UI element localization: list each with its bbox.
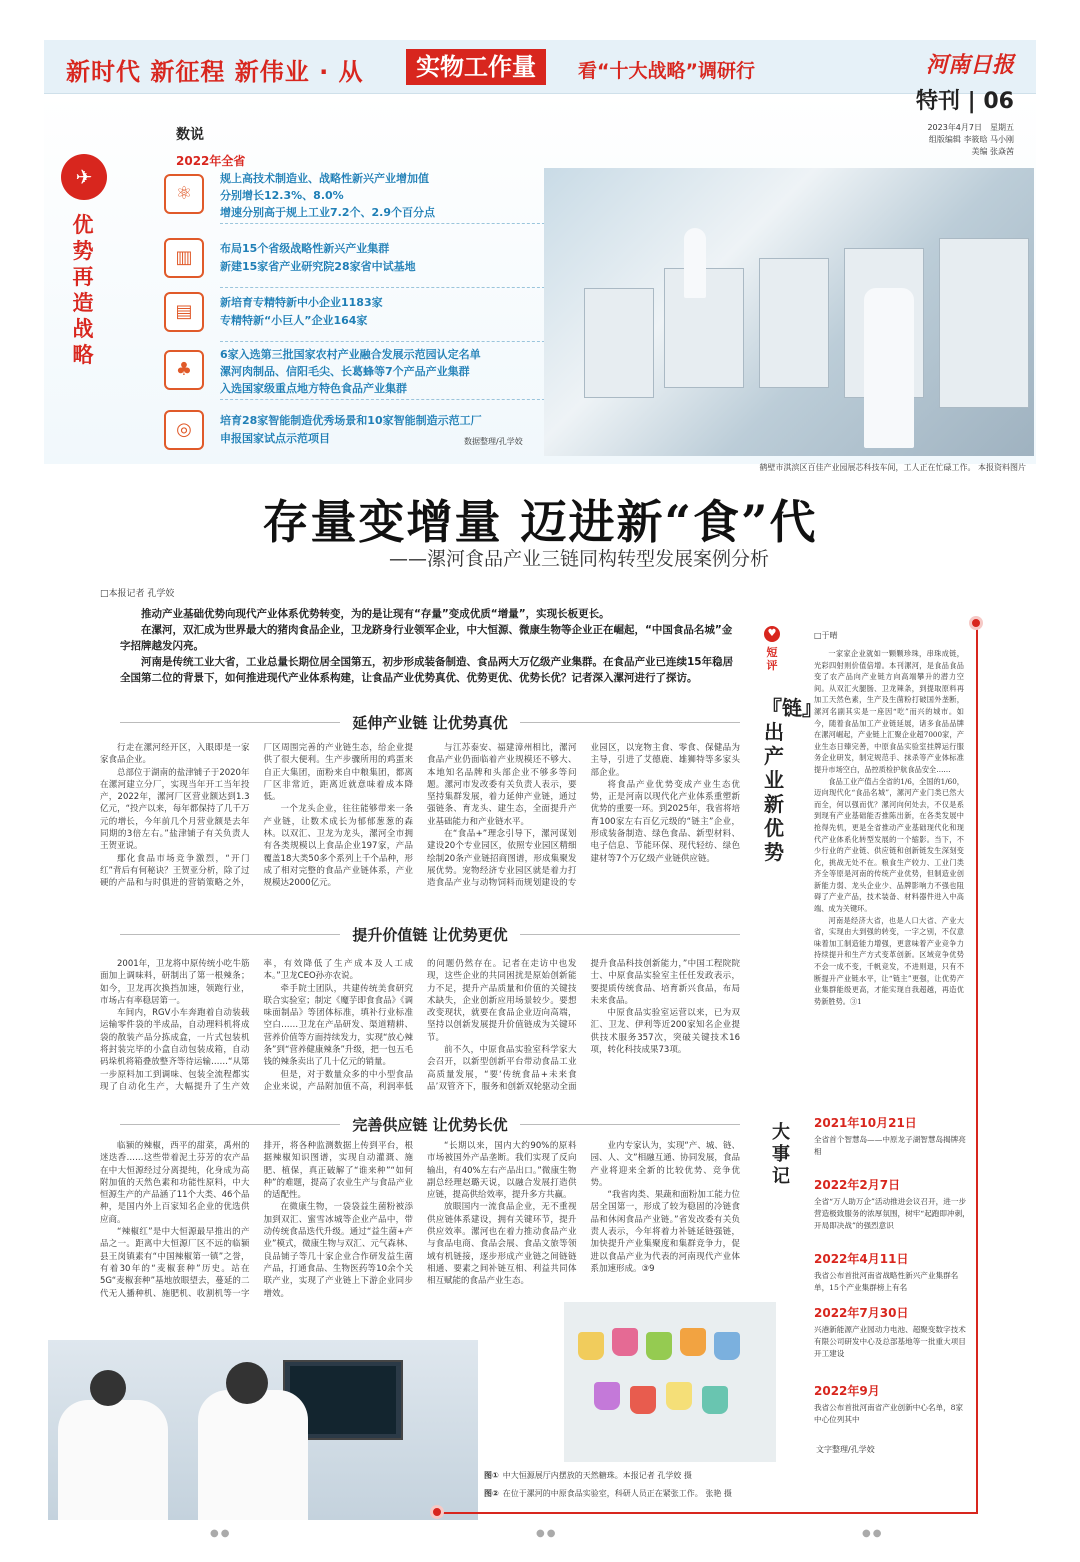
heart-icon: ♥: [764, 626, 780, 642]
paragraph: 食品工业产值占全省的1/6，全国的1/60，迈向现代化“食品名城”，漯河产业门类已然大而全，何以强而优？漯河向何处去，不仅是系到现有产业基础能否推陈出新，在各类发展中抢得先机，更是全省推动产业基础现代化和现代产业体系化转型发展的一个缩影。当下，不少行业的产业链、供应链和创新链发生深刻变化，挑战无处不在。粮食生产较力、工业门类齐全等原是河南的传统产业优势，但制造业创新能力弱、龙头企业少、品牌影响力不强也阻碍了产业产品，技术装备、材料器件进入中高端、成为关键环。: [814, 776, 964, 914]
factory-photo-caption: 鹤壁市淇滨区百佳产业园展芯科技车间，工人正在忙碌工作。 本报资料图片: [759, 463, 1026, 472]
banner-highlight: 实物工作量: [406, 49, 546, 85]
commentary-author: □于晴: [814, 631, 838, 640]
bird-emblem-icon: ✈: [61, 154, 107, 200]
page-dots: ●●: [210, 1528, 232, 1539]
paragraph: 车间内，RGV小车奔跑着自动装载运输零件袋的半成品，自动理料机将成袋的散装产品分拣成盒，一片式包装机将封装完毕的小盒自动包装成箱，自动码垛机将箱叠放整齐等待运输……“从第一步原料加工到调味、包装全流程都实现了自动化生产，大幅提升了生产效率，有效降低了生产成本及人工成本。”卫龙CEO孙亦农说。: [100, 959, 413, 1092]
candy-photo: [564, 1302, 776, 1462]
event-text: 兴港新能源产业园动力电池、超聚变数字技术有限公司研发中心及总部基地等一批重大项目开工建设: [814, 1325, 966, 1358]
stat-line: 培育28家智能制造优秀场景和10家智能制造示范工厂: [220, 414, 482, 427]
paragraph: 临颍的辣椒，西平的甜菜，禹州的迷迭香……这些带着泥土芬芳的农产品在中大恒源经过分离提纯，化身成为高附加值的天然色素和功能性原料，中大恒源生产的产品涵了11个大类、46个品种，是国内外上百家知名企业的优选供应商。: [100, 1141, 250, 1225]
stat-line: 漯河肉制品、信阳毛尖、长葛蜂等7个产品产业集群: [220, 365, 470, 378]
page-dots: ●●: [536, 1528, 558, 1539]
strategy-vertical-title: 优势再造战略: [72, 212, 94, 367]
commentary-badge: 短评: [766, 646, 778, 672]
newspaper-page: [44, 40, 1036, 1522]
event-text: 全省首个智慧岛——中原龙子湖智慧岛揭牌亮相: [814, 1135, 966, 1156]
paragraph: 放眼国内一流食品企业，无不重视供应链体系建设，拥有关键环节，提升供应效率。漯河也在着力推动食品产业与食品电商、食品会展、食品文旅等领域有机链接，逐步形成产业链之间链链相通、要素之间补链互相、利益共同体相互赋能的食品产业生态。: [427, 1202, 577, 1287]
caption-text: 在位于漯河的中原食品实验室，科研人员正在紧张工作。 张艳 摄: [502, 1489, 732, 1498]
main-headline: 存量变增量 迈进新“食”代: [262, 495, 818, 549]
section-title: 延伸产业链 让优势真优: [340, 714, 519, 732]
timeline-dot: [430, 1505, 444, 1519]
caption-number: 图②: [484, 1489, 499, 1498]
stat-item: [164, 168, 564, 220]
page-dots: ●●: [862, 1528, 884, 1539]
paragraph: 中原食品实验室运营以来，已为双汇、卫龙、伊利等近200家知名企业提供技术服务357次，突破关键技术16项，转化科技成果73项。: [590, 1008, 740, 1056]
target-icon: ◎: [164, 410, 204, 450]
paragraph: 业内专家认为，实现“产、城、链、园、人、文”相融互通、协同发展，食品产业将迎来全新的比较优势、竞争优势。: [590, 1141, 740, 1188]
stat-line: 新培育专精特新中小企业1183家: [220, 296, 383, 309]
stat-line: 6家入选第三批国家农村产业融合发展示范园认定名单: [220, 348, 481, 361]
paragraph: 总部位于湖南的盐津铺子于2020年在漯河建立分厂，实现当年开工当年投产，2022年，漯河厂区营业额达到1.3亿元，“投产以来，每年都保持了几千万元的增长，今年前几个月营业额是去年同期的3倍左右。”盐津铺子有关负责人王贺亚说。: [100, 767, 250, 852]
timeline-line: [976, 623, 978, 1513]
event-date: 2021年10月21日: [814, 1116, 917, 1130]
stat-item: [164, 232, 564, 284]
paragraph: “辣椒红”是中大恒源最早推出的产品之一。距离中大恒源厂区不远的临颍县王岗镇素有“中国辣椒第一镇”之誉，有着30年的“麦椒套种”历史。站在5G“麦椒套种”基地放眼望去，蔓延的二代无人播种机、施肥机、收割机等一字排开，将各种监测数据上传到平台，根据辣椒知识图谱，实现自动灌溉、施肥、植保，真正破解了“谁来种”“如何种”的难题，提高了农业生产与食品产业的适配性。: [100, 1141, 413, 1299]
event-text: 我省公布首批河南省战略性新兴产业集群名单，15个产业集群榜上有名: [814, 1271, 959, 1292]
event-date: 2022年7月30日: [814, 1306, 909, 1320]
section-title: 完善供应链 让优势长优: [340, 1116, 519, 1134]
paragraph: 一个龙头企业，往往能够带来一条产业链，让数术成长为郁郁葱葱的森林。以双汇、卫龙为龙头，漯河全市拥有各类规模以上食品企业197家，产品覆盖18大类50多个系列上千个品种，形成了相对完整的食品产业链体系，产业规模达2000亿元。: [263, 804, 413, 889]
events-title: 大事记: [772, 1122, 790, 1187]
lead-paragraph: 河南是传统工业大省，工业总量长期位居全国第五，初步形成装备制造、食品两大万亿级产业集群。在食品产业已连续15年稳居全国第二位的背景下，如何推进现代产业体系构建，让食品产业优势真优、优势更优、优势长优？记者深入漯河进行了探访。: [120, 656, 734, 684]
event-date: 2022年2月7日: [814, 1178, 901, 1192]
banner-slogan: 新时代 新征程 新伟业 · 从: [66, 58, 364, 86]
event-date: 2022年4月11日: [814, 1252, 909, 1266]
stat-line: 新建15家省产业研究院28家省中试基地: [220, 260, 416, 273]
stat-item: [164, 344, 564, 396]
events-credit: 文字整理/孔学姣: [816, 1445, 875, 1454]
chart-icon: ▥: [164, 238, 204, 278]
byline: □本报记者 孔学姣: [100, 589, 175, 599]
paragraph: “我省肉类、果蔬和面粉加工能力位居全国第一，形成了较为稳固的冷链食品和休闲食品产业链。”省发改委有关负责人表示，今年将着力补链延链强链，加快提升产业集聚度和集群竞争力，促进以食品产业为代表的河南现代产业体系加速形成。③9: [590, 1190, 740, 1274]
lead-paragraph: 推动产业基础优势向现代产业体系优势转变，为的是让现有“存量”变成优质“增量”，实现长板更长。: [141, 608, 610, 620]
paragraph: 牵手院士团队，共建传统美食研究联合实验室；制定《魔芋即食食品》《调味面制品》等团体标准，填补行业标准空白……卫龙在产品研发、渠道精耕、营养价值等方面持续发力，实现“放心辣条”到“营养健康辣条”升级，把一包五毛钱的辣条卖出了几十亿元的销量。: [263, 983, 413, 1068]
page-banner: [44, 40, 1036, 94]
section-body: [100, 742, 740, 910]
paragraph: 但是，对于数量众多的中小型食品企业来说，产品附加值不高，利润率低的问题仍然存在。记者在走访中也发现，这些企业的共同困扰是原始创新能力不足，提升产品质量和价值的关键技术缺失，企业创新应用场景较少。要想改变现状，就要在食品企业迈向高端，坚持以创新发展提升价值链成为关键环节。: [263, 959, 577, 1092]
stat-item: [164, 404, 564, 456]
lab-photo: [48, 1340, 478, 1520]
stat-line: 申报国家试点示范项目: [220, 432, 330, 445]
building-icon: ▤: [164, 292, 204, 332]
event-item: [814, 1304, 970, 1360]
stat-item: [164, 286, 564, 338]
event-text: 全省“万人助万企”活动推进会议召开，进一步营造极致服务的浓厚氛围，树牢“起跑即冲刺，开局即决战”的强烈意识: [814, 1197, 970, 1230]
paragraph: 河南是经济大省，也是人口大省、产业大省，实现由大到强的转变，一字之别，不仅意味着加工制造能力增强，更意味着产业竞争力持续提升和生产方式变革创新。区域竞争优势不会一成不变，千帆竞发，不进则退，只有不断提升产业链水平，让“链主”更强，让优势产业集群能级更高，才能实现自我超越，再造优势新胜势。③1: [814, 915, 964, 1006]
section-body: [100, 958, 740, 1108]
event-item: [814, 1250, 970, 1294]
event-date: 2022年9月: [814, 1384, 880, 1398]
lead-paragraph: 在漯河，双汇成为世界最大的猪肉食品企业，卫龙跻身行业领军企业，中大恒源、微康生物等企业正在崛起，“中国食品名城”金字招牌越发闪亮。: [120, 624, 733, 652]
farm-icon: ♣: [164, 350, 204, 390]
atom-icon: ⚛: [164, 174, 204, 214]
factory-photo: [544, 168, 1034, 456]
paragraph: 前不久，中原食品实验室科学家大会召开，以新型创新平台带动食品工业高质量发展，“要‘传统食品+未来食品’双管齐下，服务和创新双轮驱动全面提升食品科技创新能力，”中国工程院院士、中原食品实验室主任任发政表示，要提质传统食品、培育新兴食品，布局未来食品。: [427, 959, 740, 1092]
stat-line: 增速分别高于规上工业7.2个、2.9个百分点: [220, 206, 435, 219]
numbers-credit: 数据整理/孔学姣: [464, 437, 523, 446]
section-heading: [120, 924, 740, 944]
date-line: 2023年4月7日 星期五: [927, 123, 1014, 132]
paragraph: “长期以来，国内大约90%的原料市场被国外产品垄断。我们实现了反向输出，有40%左右产品出口。”微康生物副总经理赵璐天说，以融合发展打造供应链，提高供给效率，提升多方共赢。: [427, 1141, 577, 1201]
paragraph: 在“食品+”理念引导下，漯河谋划建设20个专业园区，依照专业园区精细绘制20条产业链招商图谱，形成集聚发展优势。宠物经济专业园区就是着力打造食品产业与动物饲料而规划建设的专业园区，以宠物主食、零食、保健品为主导，引进了艾德鹿、雄狮特等多家头部企业。: [427, 743, 740, 889]
newspaper-logo: 河南日报: [925, 52, 1014, 78]
paragraph: 在微康生物，一袋袋益生菌粉被添加到双汇、蜜雪冰城等企业产品中，带动传统食品迭代升级。通过“益生菌+产业”模式，微康生物与双汇、元气森林、良品铺子等几十家企业合作研发益生菌产品，打通食品、生物医药等10余个关联产业，实现了产业链上下游企业同步增效。: [263, 1202, 413, 1299]
timeline-dot: [969, 616, 983, 630]
paragraph: 行走在漯河经开区，入眼即是一家家食品企业。: [100, 743, 250, 766]
commentary-title: 『链』出产业新优势: [762, 696, 822, 864]
lead-paragraphs: [120, 606, 740, 686]
section-heading: [120, 1114, 740, 1134]
caption-text: 中大恒源展厅内摆放的天然糖珠。本报记者 孔学姣 摄: [502, 1471, 692, 1480]
paragraph: 鄢化食品市场竞争激烈，“开门红”背后有何秘诀？王贺亚分析，除了过硬的产品和与时俱进的营销策略之外，厂区周围完善的产业链生态，给企业提供了很大便利。生产步骤所用的鸡蛋来自正大集团，面粉来自中粮集团，都离厂区非常近，距离近就意味着成本降低。: [100, 743, 413, 889]
caption-number: 图①: [484, 1471, 499, 1480]
sub-headline: ——漯河食品产业三链同构转型发展案例分析: [388, 548, 769, 570]
stat-line: 布局15个省级战略性新兴产业集群: [220, 242, 390, 255]
page-number: 特刊 | 06: [916, 89, 1014, 114]
stat-line: 专精特新“小巨人”企业164家: [220, 314, 368, 327]
commentary-body: [814, 648, 964, 1088]
paragraph: 与江苏泰安、福建漳州相比，漯河食品产业仍面临着产业规模还不够大、本地知名品牌和头部企业不够多等问题。漯河市发改委有关负责人表示，要坚持集群发展，着力延伸产业链，通过强链条、育龙头、建生态，全面提升产业基础能力和产业链水平。: [427, 743, 577, 827]
designer-line: 美编 张焱茜: [971, 147, 1014, 156]
numbers-year: 2022年全省: [176, 154, 246, 168]
stat-line: 规上高技术制造业、战略性新兴产业增加值: [220, 172, 429, 185]
banner-subtitle: 看“十大战略”调研行: [578, 60, 755, 82]
stat-line: 入选国家级重点地方特色食品产业集群: [220, 382, 407, 395]
photo-caption: [484, 1488, 732, 1499]
section-title: 提升价值链 让优势更优: [340, 926, 519, 944]
event-item: [814, 1382, 970, 1426]
numbers-title: 数说: [176, 127, 204, 143]
paragraph: 一家家企业就如一颗颗珍珠，串珠成链，光彩四射则价值倍增。本刊漯河，是食品食品变了农产品向产业链方向高端攀升的潜力空间。从双汇火腿肠、卫龙辣条，到提取原料再加工天然色素，生产及生菌粉打破国外垄断，漯河名副其实是一座因“吃”而兴的城市。如今，随着食品加工产业链延展，诸多食品品牌在漯河崛起，产业链上汇聚企业超7000家，产业生态日臻完善，中原食品实验室挂牌运行服务企业研发，制定规范手、抹杀等产业体标准提升市场空白，品控质检护航食品安全……: [814, 649, 964, 774]
edition-info: [927, 122, 1014, 158]
event-item: [814, 1114, 970, 1158]
event-text: 我省公布首批河南省产业创新中心名单，8家中心位列其中: [814, 1403, 964, 1424]
section-heading: [120, 712, 740, 732]
paragraph: 将食品产业优势变成产业生态优势，正是河南以现代化产业体系重塑新优势的重要一环。到2025年，我省将培育100家左右百亿元级的“链主”企业，形成装备制造、绿色食品、新型材料、电子信息、节能环保、现代轻纺、绿色建材等7个万亿级产业链供应链。: [590, 779, 740, 864]
paragraph: 2001年，卫龙将中原传统小吃牛筋面加上调味料，研制出了第一根辣条；如今，卫龙再次换挡加速，领跑行业，市场占有率稳居第一。: [100, 959, 250, 1006]
decorative-line: [438, 1512, 978, 1514]
stat-line: 分别增长12.3%、8.0%: [220, 189, 344, 202]
event-item: [814, 1176, 970, 1232]
photo-caption: [484, 1470, 692, 1481]
editor-line: 组版编辑 李筱晗 马小刚: [928, 135, 1014, 144]
